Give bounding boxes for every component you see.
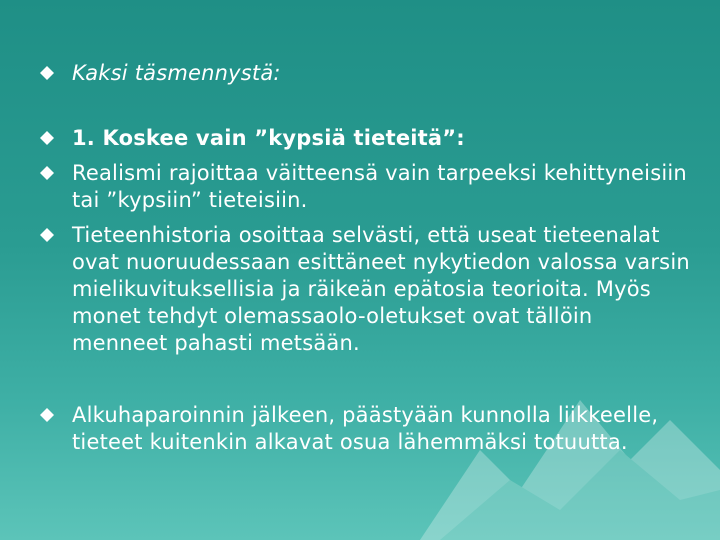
bullet-item	[40, 125, 690, 152]
bullet-text: Alkuhaparoinnin jälkeen, päästyään kunnolla liikkeelle, tieteet kuitenkin alkavat osua lähemmäksi totuutta.	[72, 403, 659, 454]
diamond-bullet-icon	[40, 166, 54, 180]
bullet-text: Realismi rajoittaa väitteensä vain tarpeeksi kehittyneisiin tai ”kypsiin” tieteisiin.	[72, 161, 687, 212]
bullet-text: Kaksi täsmennystä:	[72, 61, 281, 85]
bullet-item	[40, 222, 690, 357]
bullet-item	[40, 160, 690, 214]
diamond-bullet-icon	[40, 131, 54, 145]
diamond-bullet-icon	[40, 228, 54, 242]
diamond-bullet-icon	[40, 66, 54, 80]
bullet-item	[40, 402, 690, 456]
bullet-item	[40, 60, 690, 87]
bullet-text: Tieteenhistoria osoittaa selvästi, että useat tieteenalat ovat nuoruudessaan esittäneet nykytiedon valossa varsin mielikuvituksellisia ja räikeän epätosia teorioita. Myös monet tehdyt olemassaolo-oletukset ovat tällöin menneet pahasti metsään.	[72, 223, 690, 355]
bullet-text: 1. Koskee vain ”kypsiä tieteitä”:	[72, 126, 465, 150]
diamond-bullet-icon	[40, 408, 54, 422]
